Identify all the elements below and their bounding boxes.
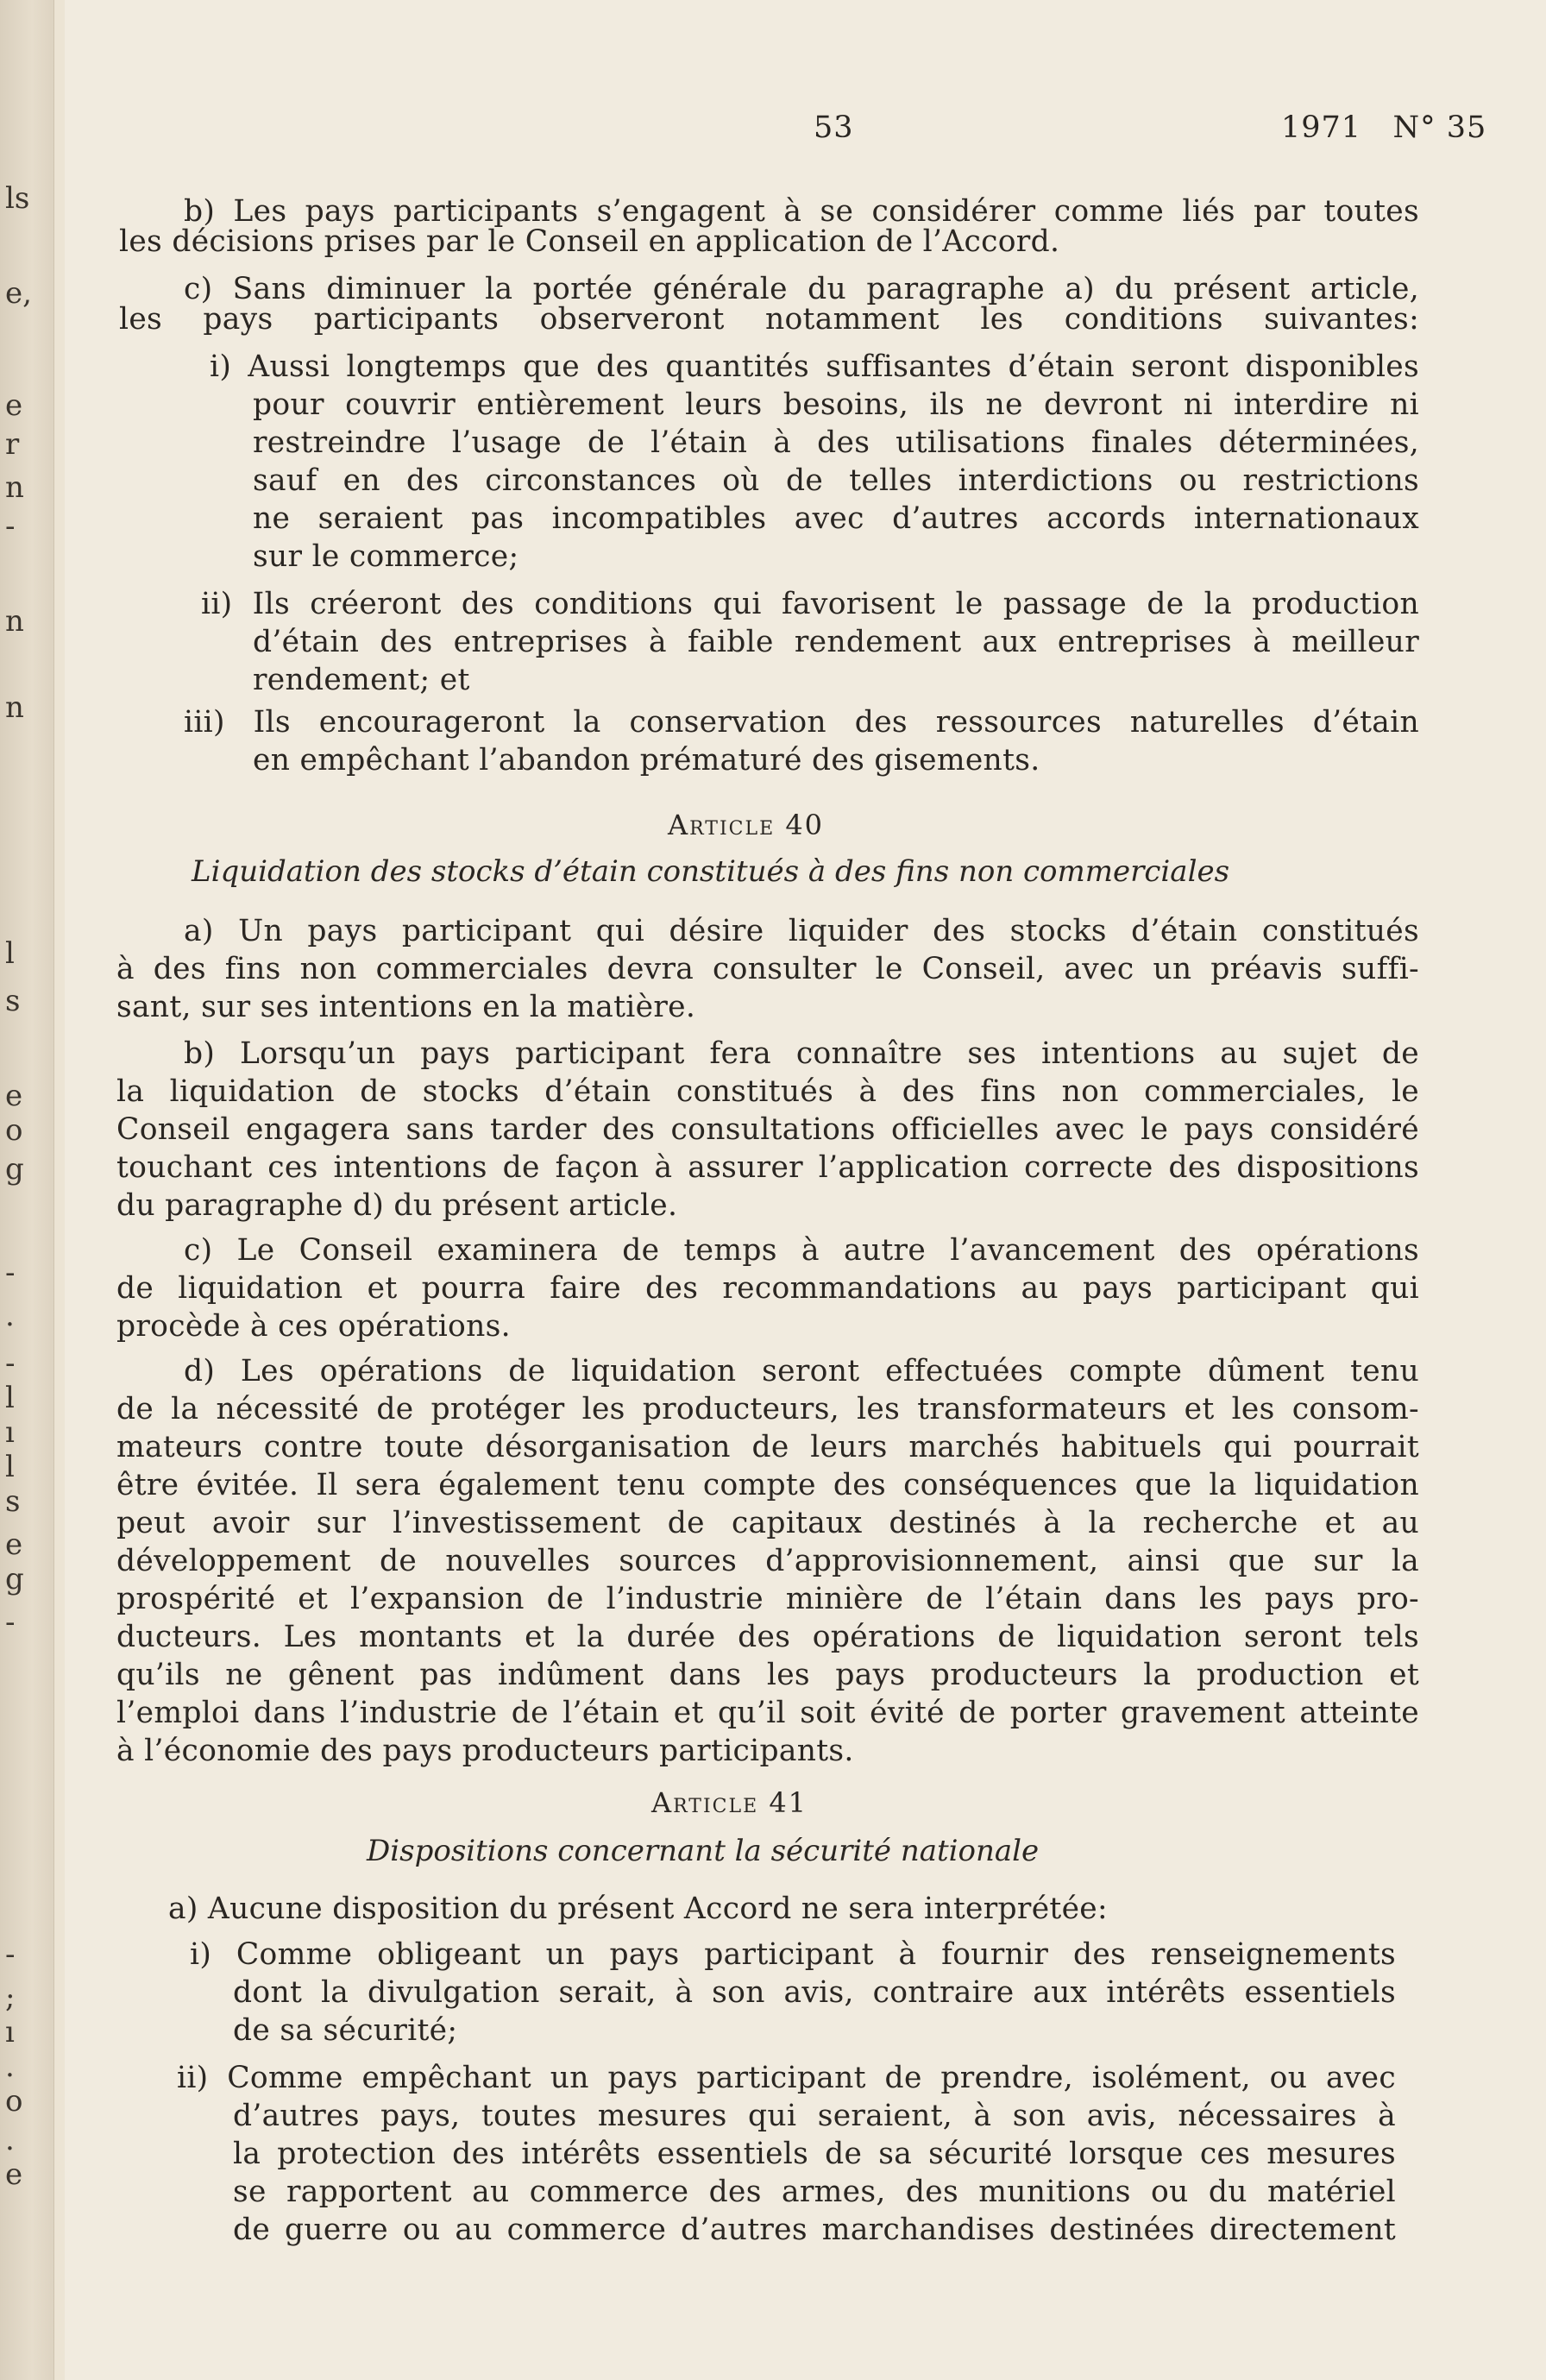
article-heading: Article 41 xyxy=(651,1786,808,1819)
margin-fragment: . xyxy=(5,2049,15,2084)
margin-fragment: ı xyxy=(5,2015,15,2049)
margin-fragment: o xyxy=(5,2084,23,2119)
margin-fragment: n xyxy=(5,470,24,505)
text-line: rendement; et xyxy=(253,663,470,697)
text-line: procède à ces opérations. xyxy=(116,1309,511,1344)
text-line: Conseil engagera sans tarder des consultations officielles avec le pays considéré xyxy=(116,1112,1419,1147)
margin-fragment: n xyxy=(5,690,24,725)
margin-fragment: l xyxy=(5,1450,15,1484)
margin-fragment: . xyxy=(5,2123,15,2157)
margin-fragment: o xyxy=(5,1113,23,1148)
text-line: i) Aussi longtemps que des quantités suffisantes d’étain seront disponibles xyxy=(210,349,1419,384)
text-line: restreindre l’usage de l’étain à des utilisations finales déterminées, xyxy=(253,425,1419,460)
margin-fragment: - xyxy=(5,1256,16,1290)
margin-fragment: - xyxy=(5,509,16,544)
text-line: ii) Ils créeront des conditions qui favorisent le passage de la production xyxy=(201,587,1419,621)
margin-fragment: ı xyxy=(5,1415,15,1450)
text-line: de sa sécurité; xyxy=(233,2013,458,2048)
margin-fragment: - xyxy=(5,1937,16,1972)
text-line: de guerre ou au commerce d’autres marchandises destinées directement xyxy=(233,2213,1396,2247)
margin-fragment: ; xyxy=(5,1980,16,2015)
text-line: ducteurs. Les montants et la durée des opérations de liquidation seront tels xyxy=(116,1620,1419,1654)
text-line: développement de nouvelles sources d’approvisionnement, ainsi que sur la xyxy=(116,1544,1419,1578)
text-line: a) Aucune disposition du présent Accord ne sera interprétée: xyxy=(168,1892,1108,1926)
text-line: d’autres pays, toutes mesures qui seraient, à son avis, nécessaires à xyxy=(233,2099,1396,2133)
text-line: peut avoir sur l’investissement de capitaux destinés à la recherche et au xyxy=(116,1506,1419,1540)
text-line: iii) Ils encourageront la conservation des ressources naturelles d’étain xyxy=(184,705,1419,740)
article-subheading: Dispositions concernant la sécurité nationale xyxy=(367,1834,1040,1868)
text-line: dont la divulgation serait, à son avis, contraire aux intérêts essentiels xyxy=(233,1975,1396,2010)
document-reference: 1971 N° 35 xyxy=(1281,110,1487,145)
margin-fragment: l xyxy=(5,1381,15,1415)
text-line: b) Lorsqu’un pays participant fera connaître ses intentions au sujet de xyxy=(184,1036,1419,1071)
text-line: la protection des intérêts essentiels de sa sécurité lorsque ces mesures xyxy=(233,2137,1396,2171)
text-line: a) Un pays participant qui désire liquider des stocks d’étain constitués xyxy=(184,914,1419,948)
margin-fragment: s xyxy=(5,1484,21,1519)
text-line: mateurs contre toute désorganisation de leurs marchés habituels qui pourrait xyxy=(116,1430,1419,1464)
margin-fragment: ls xyxy=(5,181,30,216)
margin-fragment: e xyxy=(5,1527,23,1562)
margin-fragment: e xyxy=(5,1079,23,1113)
text-line: sur le commerce; xyxy=(253,539,519,574)
margin-fragment: g xyxy=(5,1562,24,1596)
text-line: se rapportent au commerce des armes, des munitions ou du matériel xyxy=(233,2175,1396,2209)
text-line: de la nécessité de protéger les producteurs, les transformateurs et les consom- xyxy=(116,1392,1419,1426)
article-subheading: Liquidation des stocks d’étain constitués à des fins non commerciales xyxy=(192,854,1230,889)
margin-fragment: n xyxy=(5,604,24,639)
text-line: de liquidation et pourra faire des recommandations au pays participant qui xyxy=(116,1271,1419,1306)
page-number: 53 xyxy=(814,110,854,145)
text-line: sauf en des circonstances où de telles interdictions ou restrictions xyxy=(253,463,1419,498)
margin-fragment: - xyxy=(5,1605,16,1640)
text-line: à des fins non commerciales devra consulter le Conseil, avec un préavis suffi- xyxy=(116,952,1419,986)
margin-fragment: e xyxy=(5,2157,23,2192)
text-line: c) Le Conseil examinera de temps à autre l’avancement des opérations xyxy=(184,1233,1419,1268)
text-line: b) Les pays participants s’engagent à se considérer comme liés par toutes xyxy=(184,194,1419,229)
text-line: ii) Comme empêchant un pays participant de prendre, isolément, ou avec xyxy=(177,2061,1396,2095)
margin-fragment: e xyxy=(5,388,23,423)
text-line: du paragraphe d) du présent article. xyxy=(116,1188,678,1223)
text-line: les décisions prises par le Conseil en application de l’Accord. xyxy=(119,224,1060,259)
text-line: touchant ces intentions de façon à assurer l’application correcte des dispositions xyxy=(116,1150,1419,1185)
text-line: en empêchant l’abandon prématuré des gisements. xyxy=(253,743,1040,778)
margin-fragment: . xyxy=(5,1299,15,1333)
margin-fragment: - xyxy=(5,1346,16,1381)
margin-fragment: g xyxy=(5,1152,24,1187)
text-line: l’emploi dans l’industrie de l’étain et qu’il soit évité de porter gravement atteinte xyxy=(116,1696,1419,1730)
text-line: qu’ils ne gênent pas indûment dans les pays producteurs la production et xyxy=(116,1658,1419,1692)
text-line: prospérité et l’expansion de l’industrie minière de l’étain dans les pays pro- xyxy=(116,1582,1419,1616)
margin-fragment: l xyxy=(5,936,15,971)
text-line: à l’économie des pays producteurs participants. xyxy=(116,1734,854,1768)
text-line: d) Les opérations de liquidation seront effectuées compte dûment tenu xyxy=(184,1354,1419,1388)
text-line: ne seraient pas incompatibles avec d’autres accords internationaux xyxy=(253,501,1419,536)
text-line: sant, sur ses intentions en la matière. xyxy=(116,990,696,1024)
margin-fragment: r xyxy=(5,427,20,462)
text-line: les pays participants observeront notamment les conditions suivantes: xyxy=(119,302,1419,337)
text-line: i) Comme obligeant un pays participant à fournir des renseignements xyxy=(190,1937,1396,1972)
text-line: c) Sans diminuer la portée générale du paragraphe a) du présent article, xyxy=(184,272,1419,306)
text-line: être évitée. Il sera également tenu compte des conséquences que la liquidation xyxy=(116,1468,1419,1502)
text-line: pour couvrir entièrement leurs besoins, ils ne devront ni interdire ni xyxy=(253,387,1419,422)
margin-fragment: e, xyxy=(5,276,32,311)
text-line: d’étain des entreprises à faible rendement aux entreprises à meilleur xyxy=(253,625,1419,659)
article-heading: Article 40 xyxy=(668,809,825,841)
margin-fragment: s xyxy=(5,984,21,1018)
text-line: la liquidation de stocks d’étain constitués à des fins non commerciales, le xyxy=(116,1074,1419,1109)
